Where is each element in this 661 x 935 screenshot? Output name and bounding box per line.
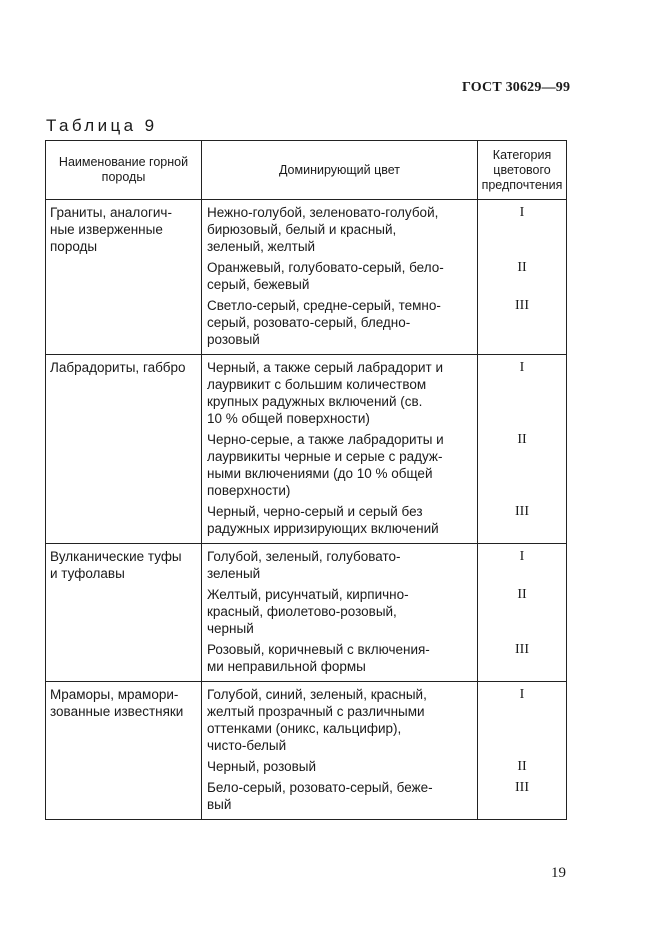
category-value: II — [517, 432, 527, 447]
color-entry — [207, 259, 473, 297]
color-entry-line: радужных ирризирующих включений — [207, 521, 439, 536]
color-entry — [207, 758, 473, 779]
column-header-rock: Наименование горной породы — [46, 141, 202, 200]
rock-name-line: породы — [50, 239, 98, 254]
color-entry-line: Черный, а также серый лабрадорит и — [207, 360, 444, 375]
category-value: III — [515, 642, 529, 657]
color-entry — [207, 359, 473, 431]
category-value: I — [519, 549, 525, 564]
category-value: II — [517, 260, 527, 275]
category-cell — [478, 682, 567, 820]
color-entry-line: черный — [207, 621, 254, 636]
color-entry-line: зеленый, желтый — [207, 239, 316, 254]
color-entry — [207, 586, 473, 641]
category-value: I — [519, 687, 525, 702]
rock-name-line: зованные известняки — [50, 704, 184, 719]
color-entry — [207, 548, 473, 586]
rock-name-line: Лабрадориты, габбро — [50, 360, 186, 375]
color-entry-line: Черный, розовый — [207, 759, 317, 774]
rock-name-cell — [46, 355, 202, 544]
color-entry-line: Голубой, зеленый, голубовато- — [207, 549, 401, 564]
color-entry-line: Желтый, рисунчатый, кирпично- — [207, 587, 409, 602]
color-entry-line: ными включениями (до 10 % общей — [207, 466, 433, 481]
category-value: I — [519, 360, 525, 375]
color-entry-line: Оранжевый, голубовато-серый, бело- — [207, 260, 444, 275]
rock-name-line: и туфолавы — [50, 566, 125, 581]
color-entry-line: Нежно-голубой, зеленовато-голубой, — [207, 205, 439, 220]
color-entry-line: Черно-серые, а также лабрадориты и — [207, 432, 444, 447]
rock-name-line: Мраморы, мрамори- — [50, 687, 179, 702]
color-entry — [207, 686, 473, 758]
dominant-color-cell — [202, 682, 478, 820]
rock-name-line: Граниты, аналогич- — [50, 205, 172, 220]
category-value: III — [515, 298, 529, 313]
color-entry-line: Розовый, коричневый с включения- — [207, 642, 430, 657]
color-entry-line: желтый прозрачный с различными — [207, 704, 425, 719]
color-entry-line: бирюзовый, белый и красный, — [207, 222, 397, 237]
color-entry-line: серый, розовато-серый, бледно- — [207, 315, 411, 330]
table-row — [46, 355, 567, 544]
color-entry-line: Бело-серый, розовато-серый, беже- — [207, 780, 433, 795]
dominant-color-cell — [202, 200, 478, 355]
category-cell — [478, 544, 567, 682]
color-entry-line: оттенками (оникс, кальцифир), — [207, 721, 402, 736]
color-entry-line: красный, фиолетово-розовый, — [207, 604, 397, 619]
category-value: II — [517, 587, 527, 602]
rock-name-line: ные изверженные — [50, 222, 163, 237]
table-header-row — [46, 141, 567, 200]
rock-name-line: Вулканические туфы — [50, 549, 182, 564]
category-cell — [478, 355, 567, 544]
color-entry-line: лаурвикит с большим количеством — [207, 377, 427, 392]
dominant-color-cell — [202, 355, 478, 544]
color-entry-line: ми неправильной формы — [207, 659, 366, 674]
document-code: ГОСТ 30629—99 — [462, 80, 571, 95]
color-entry-line: Голубой, синий, зеленый, красный, — [207, 687, 427, 702]
column-header-category: Категория цветового предпочтения — [478, 141, 567, 200]
color-entry-line: поверхности) — [207, 483, 291, 498]
category-value: III — [515, 780, 529, 795]
table-row — [46, 682, 567, 820]
table-row — [46, 544, 567, 682]
page-number: 19 — [551, 865, 566, 881]
color-entry — [207, 204, 473, 259]
color-entry-line: 10 % общей поверхности) — [207, 411, 370, 426]
color-entry-line: розовый — [207, 332, 260, 347]
color-entry-line: чисто-белый — [207, 738, 287, 753]
rock-name-cell — [46, 200, 202, 355]
category-value: I — [519, 205, 525, 220]
category-value: II — [517, 759, 527, 774]
color-entry-line: крупных радужных включений (св. — [207, 394, 423, 409]
rock-name-cell — [46, 544, 202, 682]
color-entry-line: лаурвикиты черные и серые с радуж- — [207, 449, 443, 464]
color-entry-line: вый — [207, 797, 232, 812]
column-header-color: Доминирующий цвет — [202, 141, 478, 200]
category-value: III — [515, 504, 529, 519]
table-caption: Таблица 9 — [46, 116, 158, 135]
rock-name-cell — [46, 682, 202, 820]
category-cell — [478, 200, 567, 355]
color-entry — [207, 431, 473, 503]
table-row — [46, 200, 567, 355]
color-entry-line: Черный, черно-серый и серый без — [207, 504, 423, 519]
color-entry — [207, 297, 473, 352]
dominant-color-cell — [202, 544, 478, 682]
color-entry-line: серый, бежевый — [207, 277, 310, 292]
color-entry — [207, 779, 473, 817]
color-entry — [207, 641, 473, 679]
table-body — [46, 200, 567, 820]
color-entry — [207, 503, 473, 541]
color-entry-line: Светло-серый, средне-серый, темно- — [207, 298, 441, 313]
color-entry-line: зеленый — [207, 566, 261, 581]
color-preference-table — [45, 140, 567, 820]
